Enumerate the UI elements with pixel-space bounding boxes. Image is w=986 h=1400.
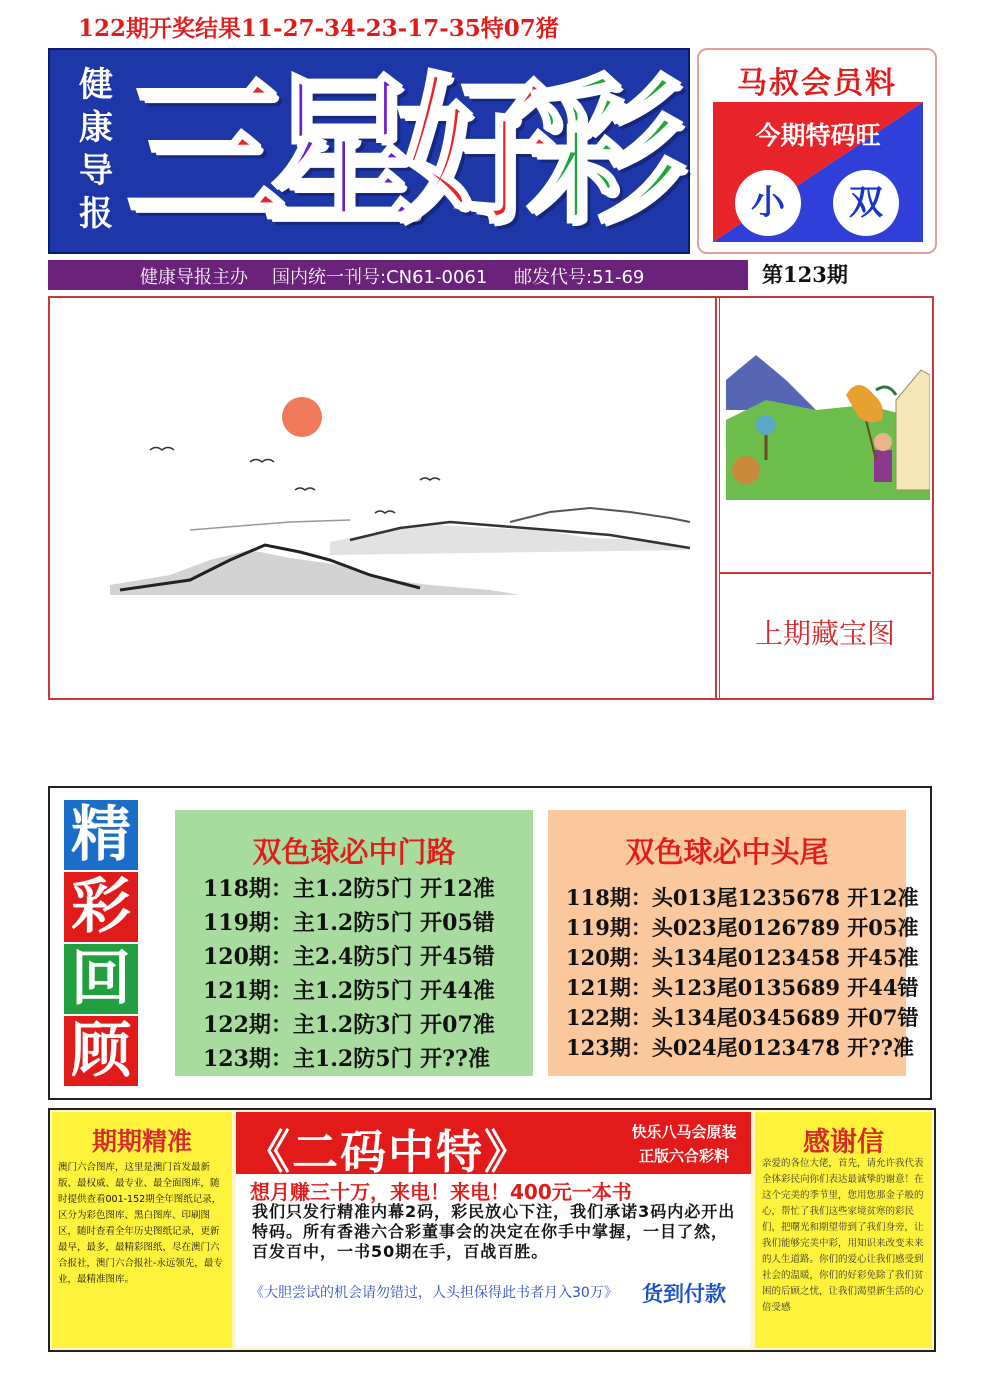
record-row: 118期：主1.2防5门 开12准: [203, 876, 495, 902]
accuracy-text: 澳门六合图库，这里是澳门首发最新版、最权威、最专业、最全面图库，随时提供查看001-152期全年图纸记录，区分为彩色图库、黑白图库、印刷图区，随时查看全年历史图纸记录，更新最早，最多，最精彩图纸，尽在澳门六合报社，澳门六合报社-永远领先，最专业，最精准图库。: [58, 1162, 223, 1285]
review-title-char: 彩: [64, 872, 138, 942]
head-tail-panel: [548, 810, 919, 1076]
member-subtitle: 今期特码旺: [755, 121, 881, 150]
banner-title: 《二码中特》: [244, 1125, 532, 1179]
record-row: 122期：主1.2防3门 开07准: [203, 1012, 495, 1038]
door-route-panel: [175, 810, 533, 1076]
ad-promise-text: 我们只发行精准内幕2码，彩民放心下注，我们承诺3码内必开出特码。所有香港六合彩董事会的决定在你手中掌握，一目了然，百发百中，一书50期在手，百战百胜。: [252, 1202, 736, 1261]
sponsor-text: 健康导报主办: [140, 267, 248, 288]
cartoon-boy-dragon-picture: [726, 350, 930, 500]
review-title-char: 回: [64, 944, 138, 1014]
banner-side-text: [618, 1120, 750, 1168]
accuracy-title: 期期精准: [91, 1127, 192, 1156]
ad-dare-text: 《大胆尝试的机会请勿错过，人头担保得此书者月入30万》: [250, 1285, 618, 1301]
bird-icon: [250, 460, 274, 463]
bird-icon: [375, 511, 395, 513]
ad-slogan: 想月赚三十万，来电！来电！400元一本书: [250, 1180, 632, 1204]
masthead: [48, 48, 690, 254]
masthead-title-char: 三: [126, 58, 287, 245]
record-row: 123期：主1.2防5门 开??准: [203, 1046, 490, 1072]
issue-number: 第123期: [748, 260, 936, 290]
masthead-side-char: 健: [79, 65, 113, 105]
last-treasure-caption: 上期藏宝图: [754, 617, 895, 650]
info-bar: [48, 260, 936, 290]
tip-option-even: 双: [833, 170, 899, 236]
tip-option-small: 小: [735, 170, 801, 236]
masthead-side-char: 康: [79, 108, 113, 148]
masthead-title-char: 星: [262, 58, 423, 245]
record-row: 119期：主1.2防5门 开05错: [203, 910, 495, 936]
masthead-title-char: 好: [396, 58, 557, 245]
thank-you-title: 感谢信: [803, 1127, 884, 1158]
previous-result-line: 122期开奖结果11-27-34-23-17-35特07猪: [78, 15, 559, 42]
record-row: 121期：头123尾0135689 开44错: [566, 975, 919, 1000]
bird-icon: [420, 478, 440, 480]
bird-icon: [295, 488, 315, 490]
record-row: 120期：头134尾0123458 开45准: [566, 945, 919, 970]
two-code-banner: [236, 1112, 751, 1179]
issn-text: 国内统一刊号:CN61-0061: [272, 267, 488, 288]
thank-you-text: 亲爱的各位大佬，首先，请允许我代表全体彩民向你们表达最诚挚的谢意！在这个完美的季节里，您用您那金子般的心，帮忙了我们这些家境贫寒的彩民们，把曙光和期望带到了我们身旁，让我们能够完美中彩，用知识来改变未来的人生道路。你们的爱心让我们感受到社会的温暖，你们的好彩免除了我们贫困的后顾之忧，让我们渴望新生活的心倍受感: [762, 1158, 924, 1313]
panel-title: 双色球必中门路: [252, 835, 456, 869]
banner-side-line: 正版六合彩料: [638, 1147, 729, 1165]
member-panel: [697, 48, 937, 254]
divider: [719, 572, 931, 574]
banner-side-line: 快乐八马会原装: [631, 1123, 737, 1141]
postal-code-text: 邮发代号:51-69: [514, 267, 645, 288]
member-tip-box: [713, 102, 923, 242]
masthead-title-char: 彩: [526, 58, 687, 245]
divider: [715, 296, 717, 700]
review-title-char: 顾: [64, 1016, 138, 1086]
masthead-side-char: 报: [79, 194, 113, 234]
record-row: 121期：主1.2防5门 开44准: [203, 978, 495, 1004]
record-row: 120期：主2.4防5门 开45错: [203, 944, 495, 970]
record-row: 122期：头134尾0345689 开07错: [566, 1005, 919, 1030]
red-sun-icon: [282, 397, 322, 437]
record-row: 123期：头024尾0123478 开??准: [566, 1035, 914, 1060]
ink-landscape-painting: [90, 380, 700, 620]
masthead-side-char: 导: [79, 151, 113, 191]
member-title: 马叔会员料: [737, 66, 897, 101]
panel-title: 双色球必中头尾: [625, 835, 829, 869]
cash-on-delivery: 货到付款: [642, 1282, 726, 1306]
record-row: 118期：头013尾1235678 开12准: [566, 885, 919, 910]
review-title-char: 精: [64, 800, 138, 870]
divider: [715, 698, 934, 700]
record-row: 119期：头023尾0126789 开05准: [566, 915, 919, 940]
masthead-side-text: [76, 64, 116, 236]
bird-icon: [150, 448, 174, 451]
